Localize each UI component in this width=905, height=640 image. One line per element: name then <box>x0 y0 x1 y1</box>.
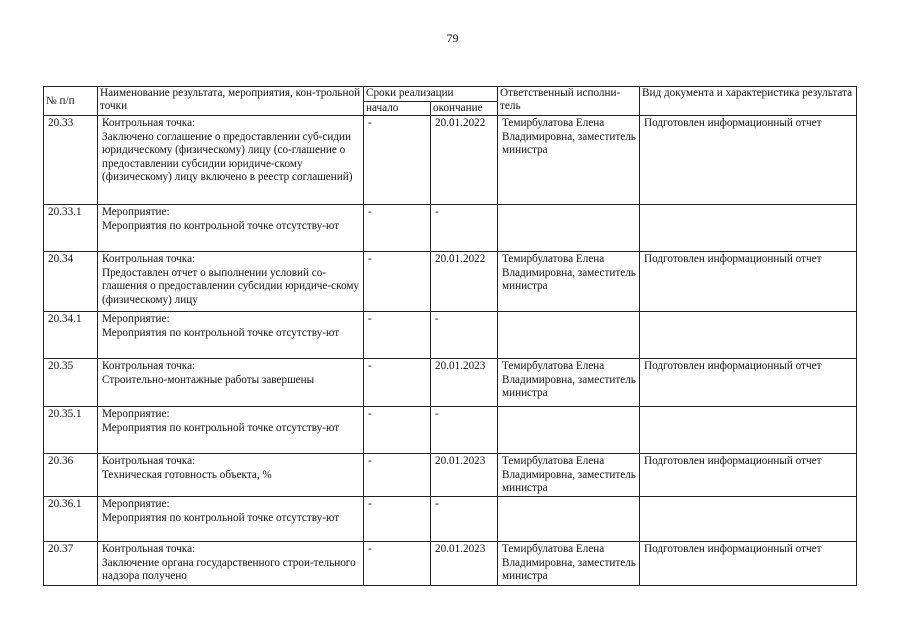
row-name-cell <box>98 359 364 407</box>
row-description: Предоставлен отчет о выполнении условий со-глашения о предоставлении субсидии юридиче-скому (физическому) лицу <box>102 266 360 306</box>
header-num: № п/п <box>44 87 98 116</box>
row-end: 20.01.2023 <box>431 454 498 497</box>
row-start: - <box>364 205 431 252</box>
row-end: 20.01.2022 <box>431 252 498 312</box>
row-description: Заключено соглашение о предоставлении суб-сидии юридическому (физическому) лицу (со-глашение о предоставлении субсидии юридиче-скому (физическому) лицу включено в реестр соглашений) <box>102 130 353 184</box>
row-kind-label: Контрольная точка: <box>102 253 196 265</box>
row-end: 20.01.2022 <box>431 116 498 205</box>
header-doc-type: Вид документа и характеристика результата <box>640 87 857 116</box>
table-row <box>44 205 857 252</box>
row-end: 20.01.2023 <box>431 359 498 407</box>
row-start: - <box>364 252 431 312</box>
header-responsible: Ответственный исполни-тель <box>498 87 640 116</box>
row-start: - <box>364 312 431 359</box>
row-responsible <box>498 497 640 542</box>
row-end: - <box>431 497 498 542</box>
row-number: 20.37 <box>44 542 98 586</box>
row-responsible: Темирбулатова Елена Владимировна, заместитель министра <box>498 116 640 205</box>
row-description: Мероприятия по контрольной точке отсутству-ют <box>102 219 340 232</box>
row-number: 20.34 <box>44 252 98 312</box>
row-number: 20.36 <box>44 454 98 497</box>
header-start: начало <box>364 102 431 116</box>
row-responsible: Темирбулатова Елена Владимировна, заместитель министра <box>498 454 640 497</box>
table-row <box>44 407 857 454</box>
row-kind-label: Контрольная точка: <box>102 360 196 372</box>
row-end: - <box>431 205 498 252</box>
row-name-cell <box>98 454 364 497</box>
row-responsible: Темирбулатова Елена Владимировна, заместитель министра <box>498 359 640 407</box>
row-doc-type: Подготовлен информационный отчет <box>640 359 857 407</box>
row-name-cell <box>98 407 364 454</box>
row-kind-label: Мероприятие: <box>102 408 170 420</box>
table-row <box>44 542 857 586</box>
row-start: - <box>364 454 431 497</box>
row-kind-label: Контрольная точка: <box>102 117 196 129</box>
table-row <box>44 252 857 312</box>
row-responsible <box>498 407 640 454</box>
table-body <box>44 116 857 586</box>
table-row <box>44 312 857 359</box>
row-description: Техническая готовность объекта, % <box>102 468 272 481</box>
row-description: Строительно-монтажные работы завершены <box>102 373 315 386</box>
row-name-cell <box>98 312 364 359</box>
row-responsible <box>498 312 640 359</box>
row-start: - <box>364 359 431 407</box>
table-row <box>44 454 857 497</box>
row-number: 20.35 <box>44 359 98 407</box>
row-responsible <box>498 205 640 252</box>
row-kind-label: Контрольная точка: <box>102 543 196 555</box>
row-number: 20.35.1 <box>44 407 98 454</box>
row-end: - <box>431 312 498 359</box>
row-end: 20.01.2023 <box>431 542 498 586</box>
row-start: - <box>364 407 431 454</box>
row-doc-type <box>640 312 857 359</box>
row-number: 20.36.1 <box>44 497 98 542</box>
row-doc-type: Подготовлен информационный отчет <box>640 542 857 586</box>
row-start: - <box>364 497 431 542</box>
row-description: Мероприятия по контрольной точке отсутству-ют <box>102 511 340 524</box>
row-kind-label: Мероприятие: <box>102 206 170 218</box>
row-doc-type <box>640 497 857 542</box>
row-doc-type: Подготовлен информационный отчет <box>640 252 857 312</box>
row-name-cell <box>98 205 364 252</box>
row-description: Мероприятия по контрольной точке отсутству-ют <box>102 326 340 339</box>
row-start: - <box>364 542 431 586</box>
header-terms: Сроки реализации <box>364 87 498 102</box>
row-kind-label: Мероприятие: <box>102 313 170 325</box>
row-number: 20.33 <box>44 116 98 205</box>
row-description: Заключение органа государственного строи-тельного надзора получено <box>102 556 356 583</box>
row-doc-type <box>640 205 857 252</box>
table-header <box>44 87 857 116</box>
row-number: 20.34.1 <box>44 312 98 359</box>
row-kind-label: Мероприятие: <box>102 498 170 510</box>
row-end: - <box>431 407 498 454</box>
row-name-cell <box>98 252 364 312</box>
row-responsible: Темирбулатова Елена Владимировна, заместитель министра <box>498 542 640 586</box>
table-row <box>44 497 857 542</box>
row-doc-type <box>640 407 857 454</box>
row-doc-type: Подготовлен информационный отчет <box>640 116 857 205</box>
header-name: Наименование результата, мероприятия, кон-трольной точки <box>98 87 364 116</box>
row-description: Мероприятия по контрольной точке отсутству-ют <box>102 421 340 434</box>
page-number: 79 <box>446 31 459 45</box>
row-responsible: Темирбулатова Елена Владимировна, заместитель министра <box>498 252 640 312</box>
row-kind-label: Контрольная точка: <box>102 455 196 467</box>
row-number: 20.33.1 <box>44 205 98 252</box>
row-name-cell <box>98 542 364 586</box>
table-row <box>44 359 857 407</box>
plan-table <box>43 86 857 586</box>
row-name-cell <box>98 497 364 542</box>
table-row <box>44 116 857 205</box>
header-end: окончание <box>431 102 498 116</box>
row-start: - <box>364 116 431 205</box>
row-doc-type: Подготовлен информационный отчет <box>640 454 857 497</box>
row-name-cell <box>98 116 364 205</box>
